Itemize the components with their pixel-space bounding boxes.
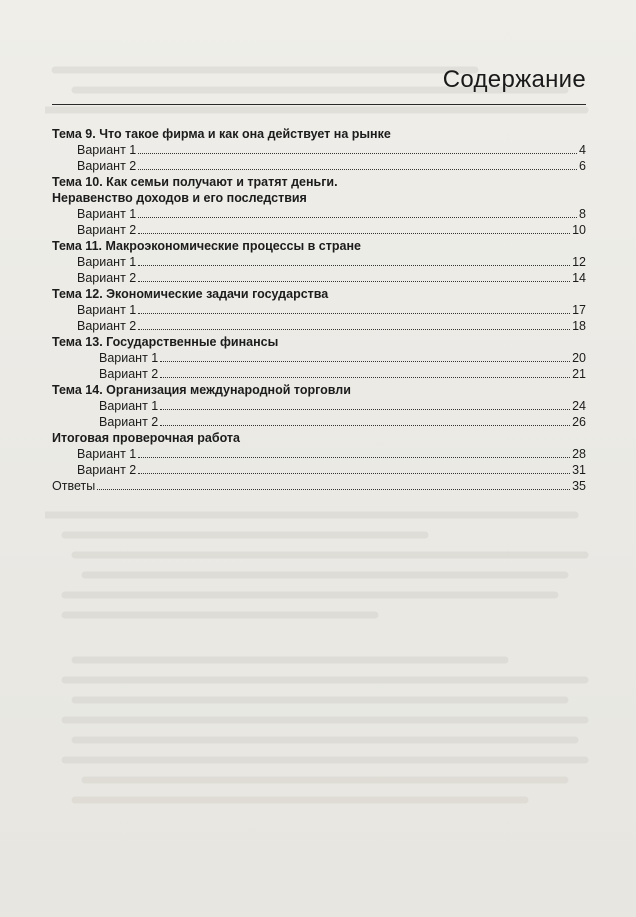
entry-label: Вариант 1: [99, 351, 159, 365]
dot-leader: [160, 424, 570, 426]
entry-label: Вариант 2: [77, 223, 137, 237]
toc-entry-variant[interactable]: [52, 222, 586, 238]
toc-topic-heading[interactable]: [52, 286, 586, 302]
toc-entry-variant[interactable]: [52, 254, 586, 270]
page-number: 35: [572, 479, 586, 493]
toc-entry-variant[interactable]: [52, 446, 586, 462]
topic-title: Тема 10. Как семьи получают и тратят деньги.: [52, 175, 338, 189]
page-number: 20: [572, 351, 586, 365]
entry-label: Вариант 2: [99, 415, 159, 429]
topic-title: Тема 12. Экономические задачи государства: [52, 287, 329, 301]
entry-label: Вариант 1: [77, 207, 137, 221]
entry-label: Вариант 1: [77, 255, 137, 269]
dot-leader: [160, 376, 570, 378]
dot-leader: [138, 232, 570, 234]
entry-label: Вариант 2: [77, 463, 137, 477]
page-number: 10: [572, 223, 586, 237]
toc-entry-variant[interactable]: [52, 398, 586, 414]
toc-entry-variant[interactable]: [52, 142, 586, 158]
dot-leader: [138, 152, 577, 154]
toc-entry-answers[interactable]: [52, 478, 586, 494]
dot-leader: [97, 488, 570, 490]
page-number: 28: [572, 447, 586, 461]
toc-entry-variant[interactable]: [52, 158, 586, 174]
page-title: Содержание: [442, 66, 586, 93]
dot-leader: [138, 328, 570, 330]
toc-entry-variant[interactable]: [52, 302, 586, 318]
page-number: 8: [579, 207, 586, 221]
toc-topic-heading[interactable]: [52, 126, 586, 142]
entry-label: Вариант 2: [77, 159, 137, 173]
toc-entry-variant[interactable]: [52, 366, 586, 382]
toc-entry-variant[interactable]: [52, 414, 586, 430]
topic-title: Тема 11. Макроэкономические процессы в стране: [52, 239, 361, 253]
dot-leader: [138, 168, 577, 170]
page-number: 4: [579, 143, 586, 157]
toc-topic-heading[interactable]: [52, 382, 586, 398]
toc-topic-heading[interactable]: [52, 430, 586, 446]
entry-label: Ответы: [52, 479, 96, 493]
page-number: 26: [572, 415, 586, 429]
page-number: 14: [572, 271, 586, 285]
toc-entry-variant[interactable]: [52, 350, 586, 366]
page-number: 18: [572, 319, 586, 333]
entry-label: Вариант 1: [99, 399, 159, 413]
toc-topic-heading[interactable]: [52, 238, 586, 254]
entry-label: Вариант 2: [99, 367, 159, 381]
topic-title: Итоговая проверочная работа: [52, 431, 240, 445]
toc-entry-variant[interactable]: [52, 206, 586, 222]
page-number: 12: [572, 255, 586, 269]
page-number: 24: [572, 399, 586, 413]
table-of-contents: [52, 126, 586, 494]
entry-label: Вариант 1: [77, 303, 137, 317]
toc-topic-heading[interactable]: [52, 334, 586, 350]
topic-title: Тема 14. Организация международной торговли: [52, 383, 351, 397]
page-number: 6: [579, 159, 586, 173]
toc-entry-variant[interactable]: [52, 462, 586, 478]
toc-topic-heading[interactable]: [52, 174, 586, 206]
page-number: 21: [572, 367, 586, 381]
dot-leader: [138, 456, 570, 458]
entry-label: Вариант 1: [77, 447, 137, 461]
dot-leader: [138, 312, 570, 314]
dot-leader: [138, 472, 570, 474]
dot-leader: [138, 264, 570, 266]
dot-leader: [160, 360, 570, 362]
topic-title-line2: Неравенство доходов и его последствия: [52, 191, 307, 205]
title-divider: [52, 104, 586, 105]
page-number: 31: [572, 463, 586, 477]
toc-entry-variant[interactable]: [52, 270, 586, 286]
topic-title: Тема 9. Что такое фирма и как она действует на рынке: [52, 127, 391, 141]
dot-leader: [138, 216, 577, 218]
dot-leader: [138, 280, 570, 282]
page-number: 17: [572, 303, 586, 317]
toc-entry-variant[interactable]: [52, 318, 586, 334]
entry-label: Вариант 1: [77, 143, 137, 157]
dot-leader: [160, 408, 570, 410]
entry-label: Вариант 2: [77, 319, 137, 333]
topic-title: Тема 13. Государственные финансы: [52, 335, 279, 349]
entry-label: Вариант 2: [77, 271, 137, 285]
